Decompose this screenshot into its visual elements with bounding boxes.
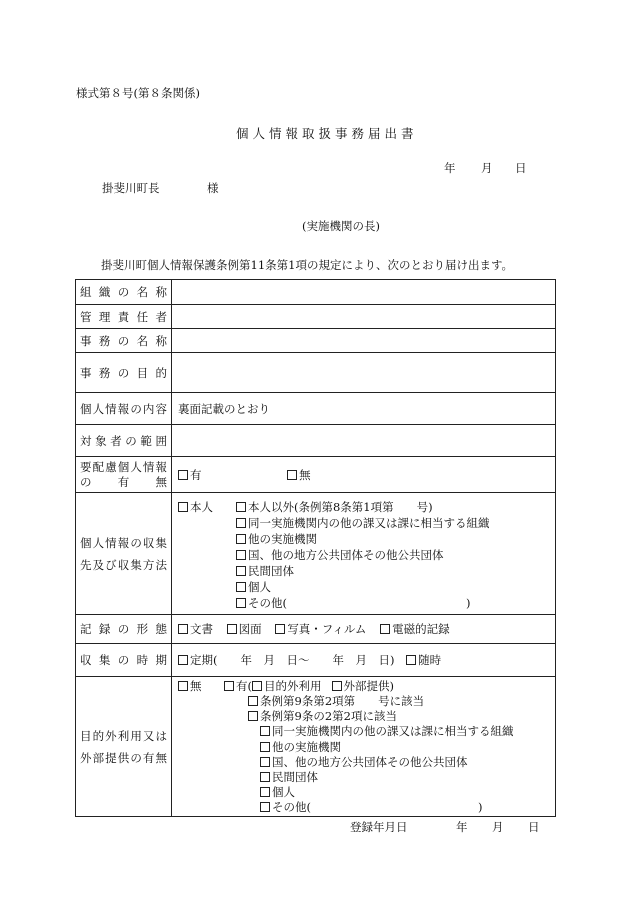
checkbox-icon xyxy=(236,550,246,560)
row-sensitive xyxy=(76,457,556,493)
checkbox-icon xyxy=(380,624,390,634)
period-field xyxy=(172,644,556,677)
label-cell xyxy=(76,329,172,353)
external-none-option[interactable]: 無 xyxy=(178,679,202,694)
record-electronic-option[interactable]: 電磁的記録 xyxy=(380,622,450,636)
external-label-line1: 目 的 外 利 用 又 は xyxy=(80,728,167,743)
row-office-name xyxy=(76,329,556,353)
registration-year: 年 xyxy=(456,820,468,834)
external-art9-2-2-option[interactable]: 条例第9条の2第2項に該当 xyxy=(248,709,397,724)
record-doc-option[interactable]: 文書 xyxy=(178,622,213,636)
content-field[interactable]: 裏面記載のとおり xyxy=(172,393,556,425)
sensitive-label-line1: 要 配 慮 個 人 情 報 xyxy=(80,459,167,474)
label-cell xyxy=(76,425,172,457)
external-private-option[interactable]: 民間団体 xyxy=(260,770,318,785)
external-label-line2: 外 部 提 供 の 有 無 xyxy=(80,750,167,765)
row-office-purpose xyxy=(76,353,556,393)
period-regular-option[interactable]: 定期( 年 月 日〜 年 月 日) xyxy=(178,653,394,667)
checkbox-icon xyxy=(260,742,270,752)
checkbox-icon xyxy=(178,470,188,480)
period-anytime-option[interactable]: 随時 xyxy=(406,653,441,667)
office-purpose-field[interactable] xyxy=(172,353,556,393)
record-field xyxy=(172,615,556,644)
label-cell xyxy=(76,280,172,305)
office-name-field[interactable] xyxy=(172,329,556,353)
external-field xyxy=(172,677,556,817)
record-drawing-option[interactable]: 図面 xyxy=(227,622,262,636)
row-collection xyxy=(76,493,556,615)
addressee: 掛斐川町長 xyxy=(102,181,160,195)
registration-day: 日 xyxy=(528,820,540,834)
checkbox-icon xyxy=(236,598,246,608)
label-cell xyxy=(76,677,172,817)
row-record xyxy=(76,615,556,644)
label-cell xyxy=(76,493,172,615)
checkbox-icon xyxy=(260,772,270,782)
checkbox-icon xyxy=(236,566,246,576)
external-yes-option[interactable]: 有( 目的外利用 外部提供) xyxy=(224,679,394,694)
checkbox-icon xyxy=(260,757,270,767)
collection-gov-option[interactable]: 国、他の地方公共団体その他公共団体 xyxy=(236,548,444,563)
row-period xyxy=(76,644,556,677)
checkbox-icon xyxy=(287,470,297,480)
external-other-agency-option[interactable]: 他の実施機関 xyxy=(260,740,341,755)
office-name-label: 事 務 の 名 称 xyxy=(80,333,167,348)
registration-month: 月 xyxy=(492,820,504,834)
collection-field xyxy=(172,493,556,615)
record-label: 記 録 の 形 態 xyxy=(80,622,167,636)
scope-label: 対 象 者 の 範 囲 xyxy=(80,433,167,448)
checkbox-icon xyxy=(260,787,270,797)
row-external xyxy=(76,677,556,817)
checkbox-icon xyxy=(236,518,246,528)
checkbox-icon xyxy=(178,502,188,512)
collection-etc-close: ) xyxy=(466,595,471,610)
external-same-agency-option[interactable]: 同一実施機関内の他の課又は課に相当する組織 xyxy=(260,724,514,739)
collection-private-option[interactable]: 民間団体 xyxy=(236,564,294,579)
document-title: 個人情報取扱事務届出書 xyxy=(236,126,418,141)
row-content xyxy=(76,393,556,425)
date-month: 月 xyxy=(481,161,493,175)
collection-other-option[interactable]: 本人以外(条例第8条第1項第 号) xyxy=(236,500,433,515)
checkbox-icon xyxy=(236,502,246,512)
external-individual-option[interactable]: 個人 xyxy=(260,785,295,800)
external-etc-option[interactable]: その他( xyxy=(260,800,311,815)
label-cell xyxy=(76,644,172,677)
external-etc-close: ) xyxy=(478,799,483,814)
checkbox-icon xyxy=(260,726,270,736)
label-cell xyxy=(76,305,172,329)
collection-self-option[interactable]: 本人 xyxy=(178,500,213,515)
sensitive-label-line2: の 有 無 xyxy=(80,474,167,489)
checkbox-icon xyxy=(236,582,246,592)
registration-form-table xyxy=(75,279,556,817)
checkbox-icon xyxy=(406,655,416,665)
collection-label-line2: 先 及 び 収 集 方 法 xyxy=(80,557,167,572)
manager-field[interactable] xyxy=(172,305,556,329)
office-purpose-label: 事 務 の 目 的 xyxy=(80,365,167,380)
intro-text: 掛斐川町個人情報保護条例第11条第1項の規定により、次のとおり届け出ます。 xyxy=(101,258,514,272)
addressee-honorific: 様 xyxy=(207,181,219,195)
checkbox-icon xyxy=(178,681,188,691)
scope-field[interactable] xyxy=(172,425,556,457)
record-photo-option[interactable]: 写真・フィルム xyxy=(275,622,366,636)
date-day: 日 xyxy=(515,161,527,175)
checkbox-icon xyxy=(178,655,188,665)
collection-individual-option[interactable]: 個人 xyxy=(236,580,271,595)
label-cell xyxy=(76,353,172,393)
checkbox-icon xyxy=(332,681,342,691)
label-cell xyxy=(76,615,172,644)
registration-date-label: 登録年月日 xyxy=(350,820,408,834)
checkbox-icon xyxy=(248,711,258,721)
label-cell xyxy=(76,393,172,425)
content-label: 個 人 情 報 の 内 容 xyxy=(80,401,167,416)
checkbox-icon xyxy=(275,624,285,634)
label-cell xyxy=(76,457,172,493)
external-gov-option[interactable]: 国、他の地方公共団体その他公共団体 xyxy=(260,755,468,770)
manager-label: 管 理 責 任 者 xyxy=(80,309,167,324)
period-label: 収 集 の 時 期 xyxy=(80,653,167,667)
collection-etc-option[interactable]: その他( xyxy=(236,596,287,611)
row-scope xyxy=(76,425,556,457)
row-org-name xyxy=(76,280,556,305)
checkbox-icon xyxy=(236,534,246,544)
sender-label: (実施機関の長) xyxy=(302,219,380,233)
form-number: 様式第８号(第８条関係) xyxy=(76,86,200,100)
collection-label-line1: 個 人 情 報 の 収 集 xyxy=(80,535,167,550)
collection-other-agency-option[interactable]: 他の実施機関 xyxy=(236,532,317,547)
checkbox-icon xyxy=(178,624,188,634)
org-name-field[interactable] xyxy=(172,280,556,305)
checkbox-icon xyxy=(227,624,237,634)
sensitive-field xyxy=(172,457,556,493)
checkbox-icon xyxy=(224,681,234,691)
org-name-label: 組 織 の 名 称 xyxy=(80,285,167,299)
collection-same-agency-option[interactable]: 同一実施機関内の他の課又は課に相当する組織 xyxy=(236,516,490,531)
date-year: 年 xyxy=(444,161,456,175)
row-manager xyxy=(76,305,556,329)
external-art9-2-option[interactable]: 条例第9条第2項第 号に該当 xyxy=(248,694,424,709)
sensitive-yes-option[interactable]: 有 xyxy=(178,468,202,482)
checkbox-icon xyxy=(252,681,262,691)
sensitive-no-option[interactable]: 無 xyxy=(287,468,311,482)
checkbox-icon xyxy=(260,802,270,812)
checkbox-icon xyxy=(248,696,258,706)
